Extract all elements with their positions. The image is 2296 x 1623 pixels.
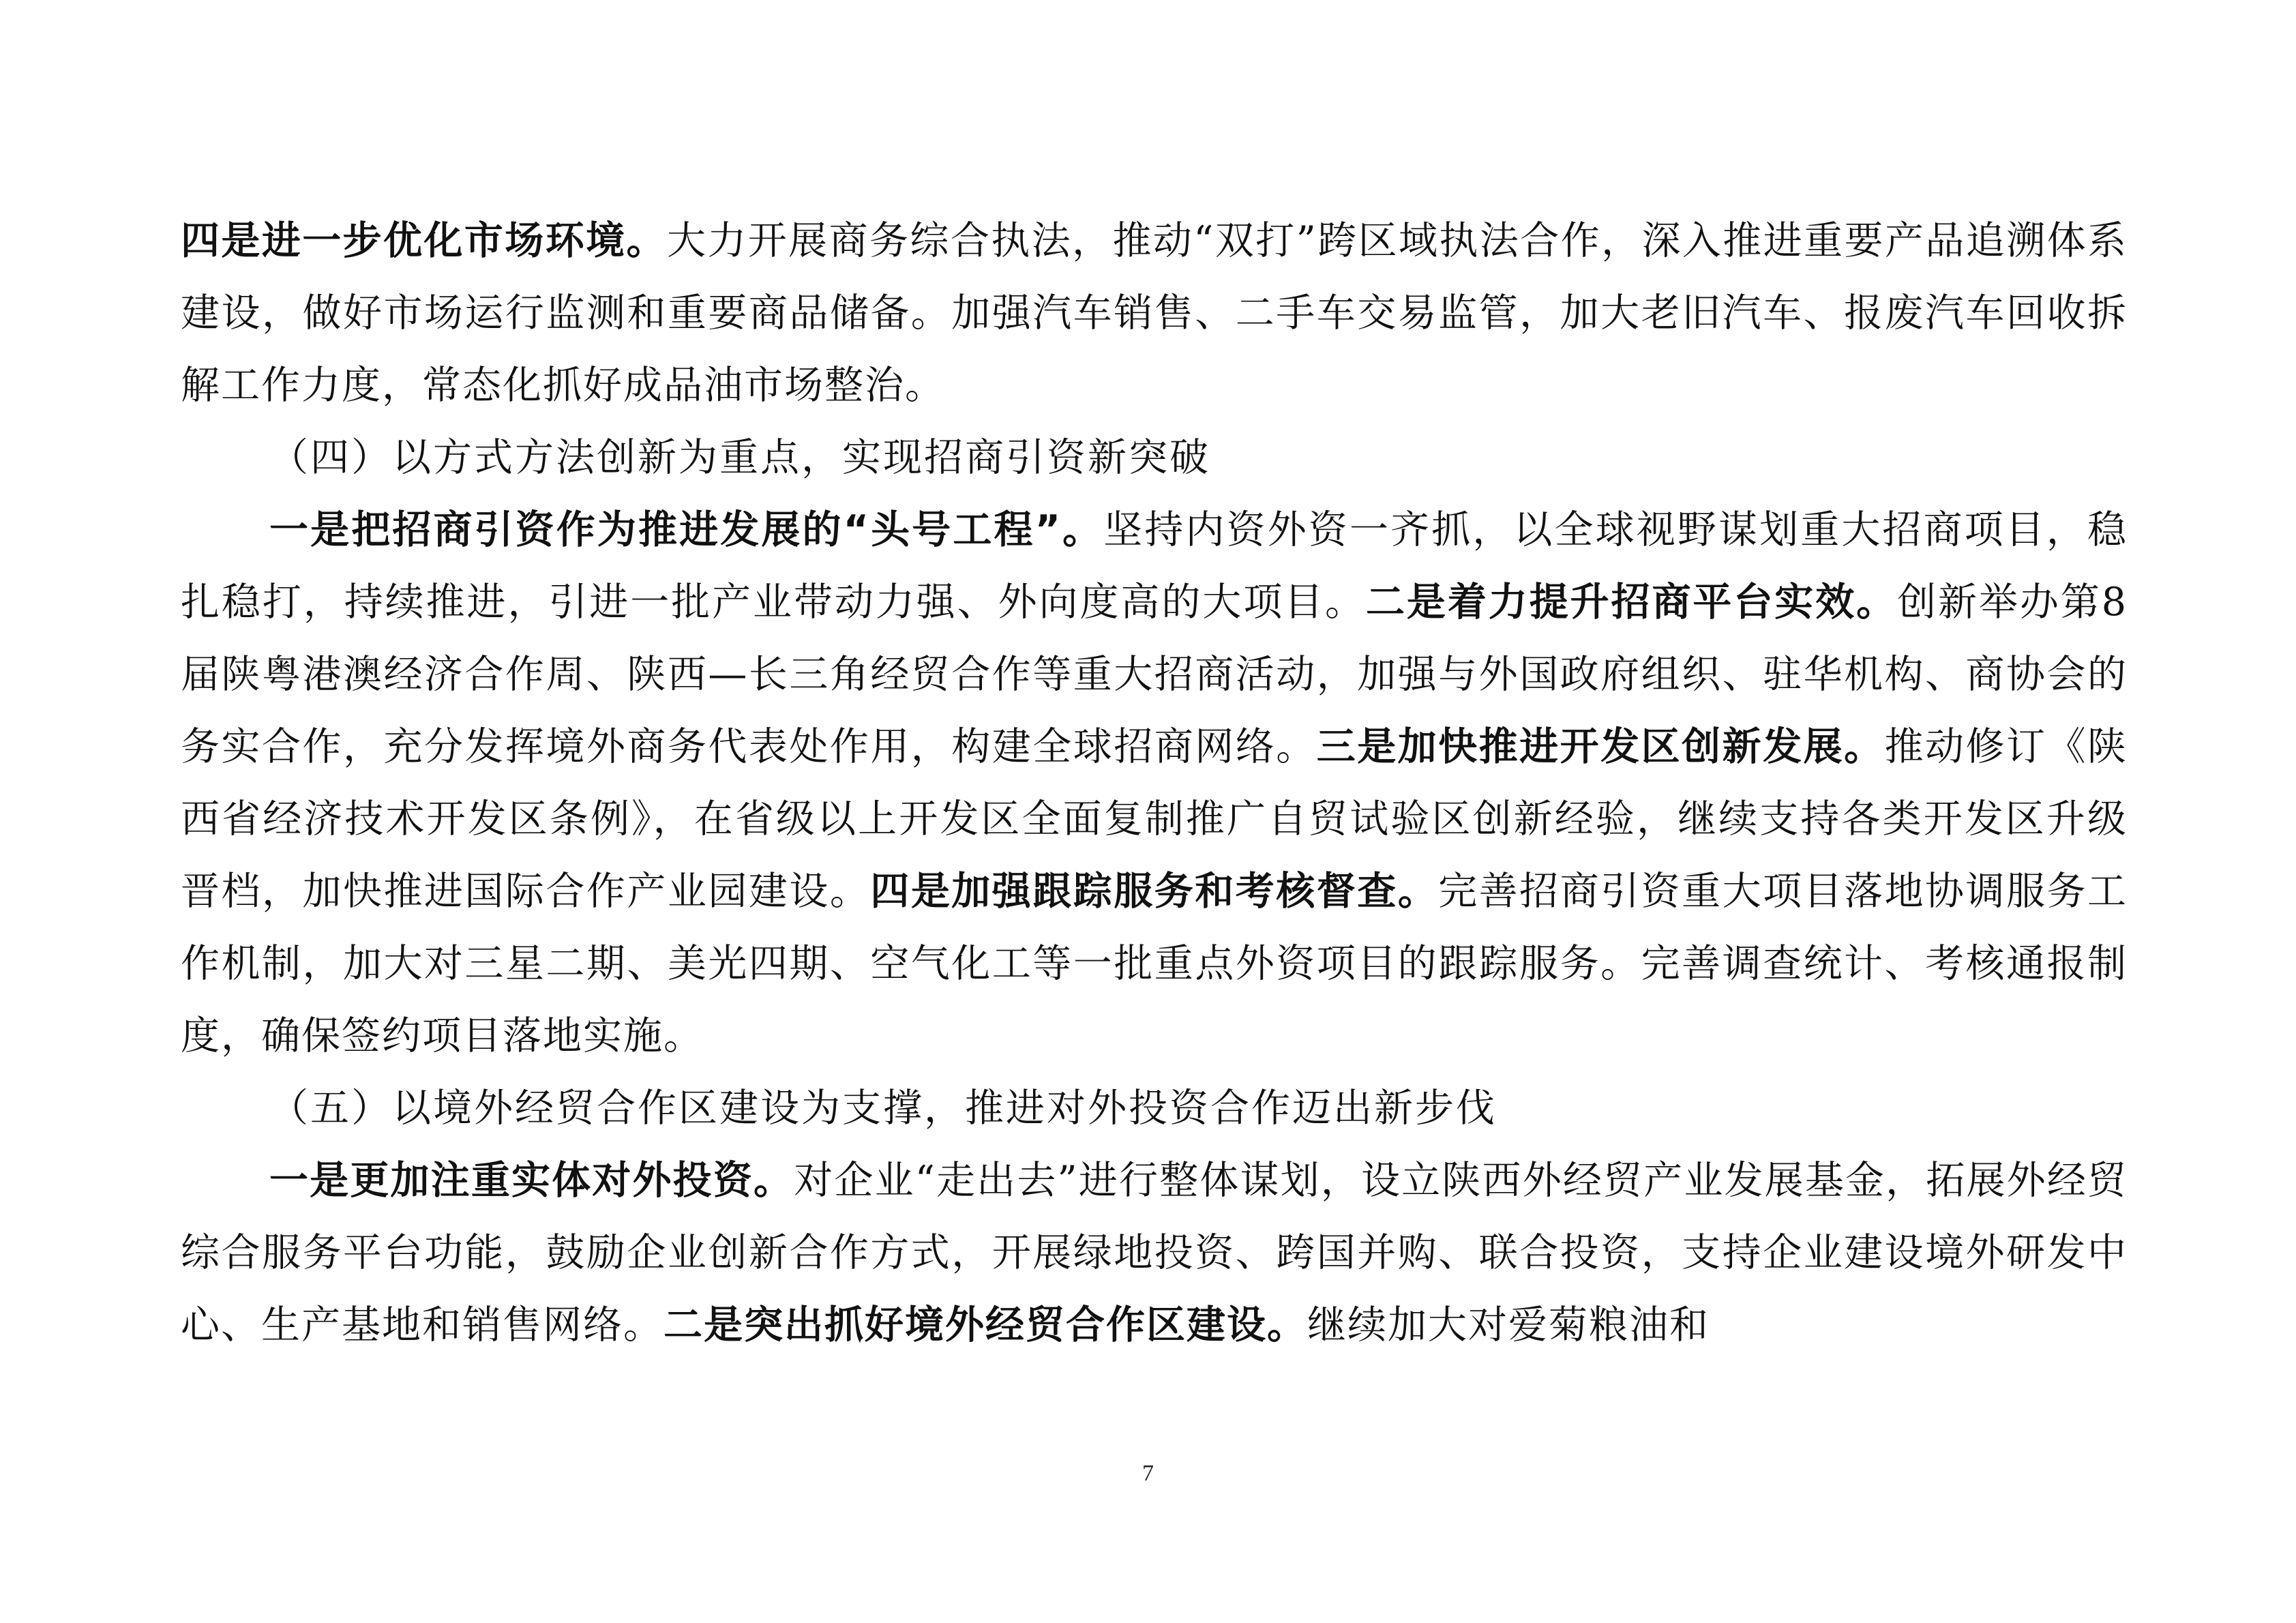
bold-lead-phrase: 四是进一步优化市场环境。 xyxy=(181,218,667,263)
body-text: 创新举办第8届陕粤港澳经济合作周、陕西—长三角经贸合作等重大招商活动，加强与外国政府组织、驻华机构、商协会的务实合作，充分发挥境外商务代表处作用，构建全球招商网络。 xyxy=(181,580,2128,769)
bold-lead-phrase: 一是更加注重实体对外投资。 xyxy=(269,1158,794,1203)
bold-lead-phrase: 二是突出抓好境外经贸合作区建设。 xyxy=(664,1302,1307,1347)
bold-lead-phrase: 四是加强跟踪服务和考核督查。 xyxy=(870,869,1439,914)
bold-lead-phrase: 三是加快推进开发区创新发展。 xyxy=(1316,724,1885,769)
bold-lead-phrase: 一是把招商引资作为推进发展的“头号工程”。 xyxy=(269,507,1104,552)
page-number: 7 xyxy=(1142,1461,1154,1486)
body-text: 继续加大对爱菊粮油和 xyxy=(1307,1302,1710,1347)
body-text: 大力开展商务综合执法，推动“双打”跨区域执法合作，深入推进重要产品追溯体系建设，做好市场运行监测和重要商品储备。加强汽车销售、二手车交易监管，加大老旧汽车、报废汽车回收拆解工作力度，常态化抓好成品油市场整治。 xyxy=(181,218,2128,408)
body-text: 推动修订《陕西省经济技术开发区条例》，在省级以上开发区全面复制推广自贸试验区创新经验，继续支持各类开发区升级晋档，加快推进国际合作产业园建设。 xyxy=(181,724,2128,914)
paragraph-investment-measures xyxy=(181,494,2128,1072)
paragraph-market-environment xyxy=(181,205,2128,421)
paragraph-overseas-investment xyxy=(181,1144,2128,1361)
document-body xyxy=(181,205,2128,1361)
section-heading-overseas-cooperation xyxy=(181,1072,2128,1144)
body-text: 对企业“走出去”进行整体谋划，设立陕西外经贸产业发展基金，拓展外经贸综合服务平台功能，鼓励企业创新合作方式，开展绿地投资、跨国并购、联合投资，支持企业建设境外研发中心、生产基地和销售网络。 xyxy=(181,1158,2128,1347)
heading-text: （五）以境外经贸合作区建设为支撑，推进对外投资合作迈出新步伐 xyxy=(269,1086,1497,1131)
body-text: 完善招商引资重大项目落地协调服务工作机制，加大对三星二期、美光四期、空气化工等一批重点外资项目的跟踪服务。完善调查统计、考核通报制度，确保签约项目落地实施。 xyxy=(181,869,2128,1058)
body-text: 坚持内资外资一齐抓，以全球视野谋划重大招商项目，稳扎稳打，持续推进，引进一批产业带动力强、外向度高的大项目。 xyxy=(181,507,2128,625)
section-heading-investment-promotion xyxy=(181,421,2128,494)
heading-text: （四）以方式方法创新为重点，实现招商引资新突破 xyxy=(269,435,1210,480)
bold-lead-phrase: 二是着力提升招商平台实效。 xyxy=(1365,580,1898,625)
